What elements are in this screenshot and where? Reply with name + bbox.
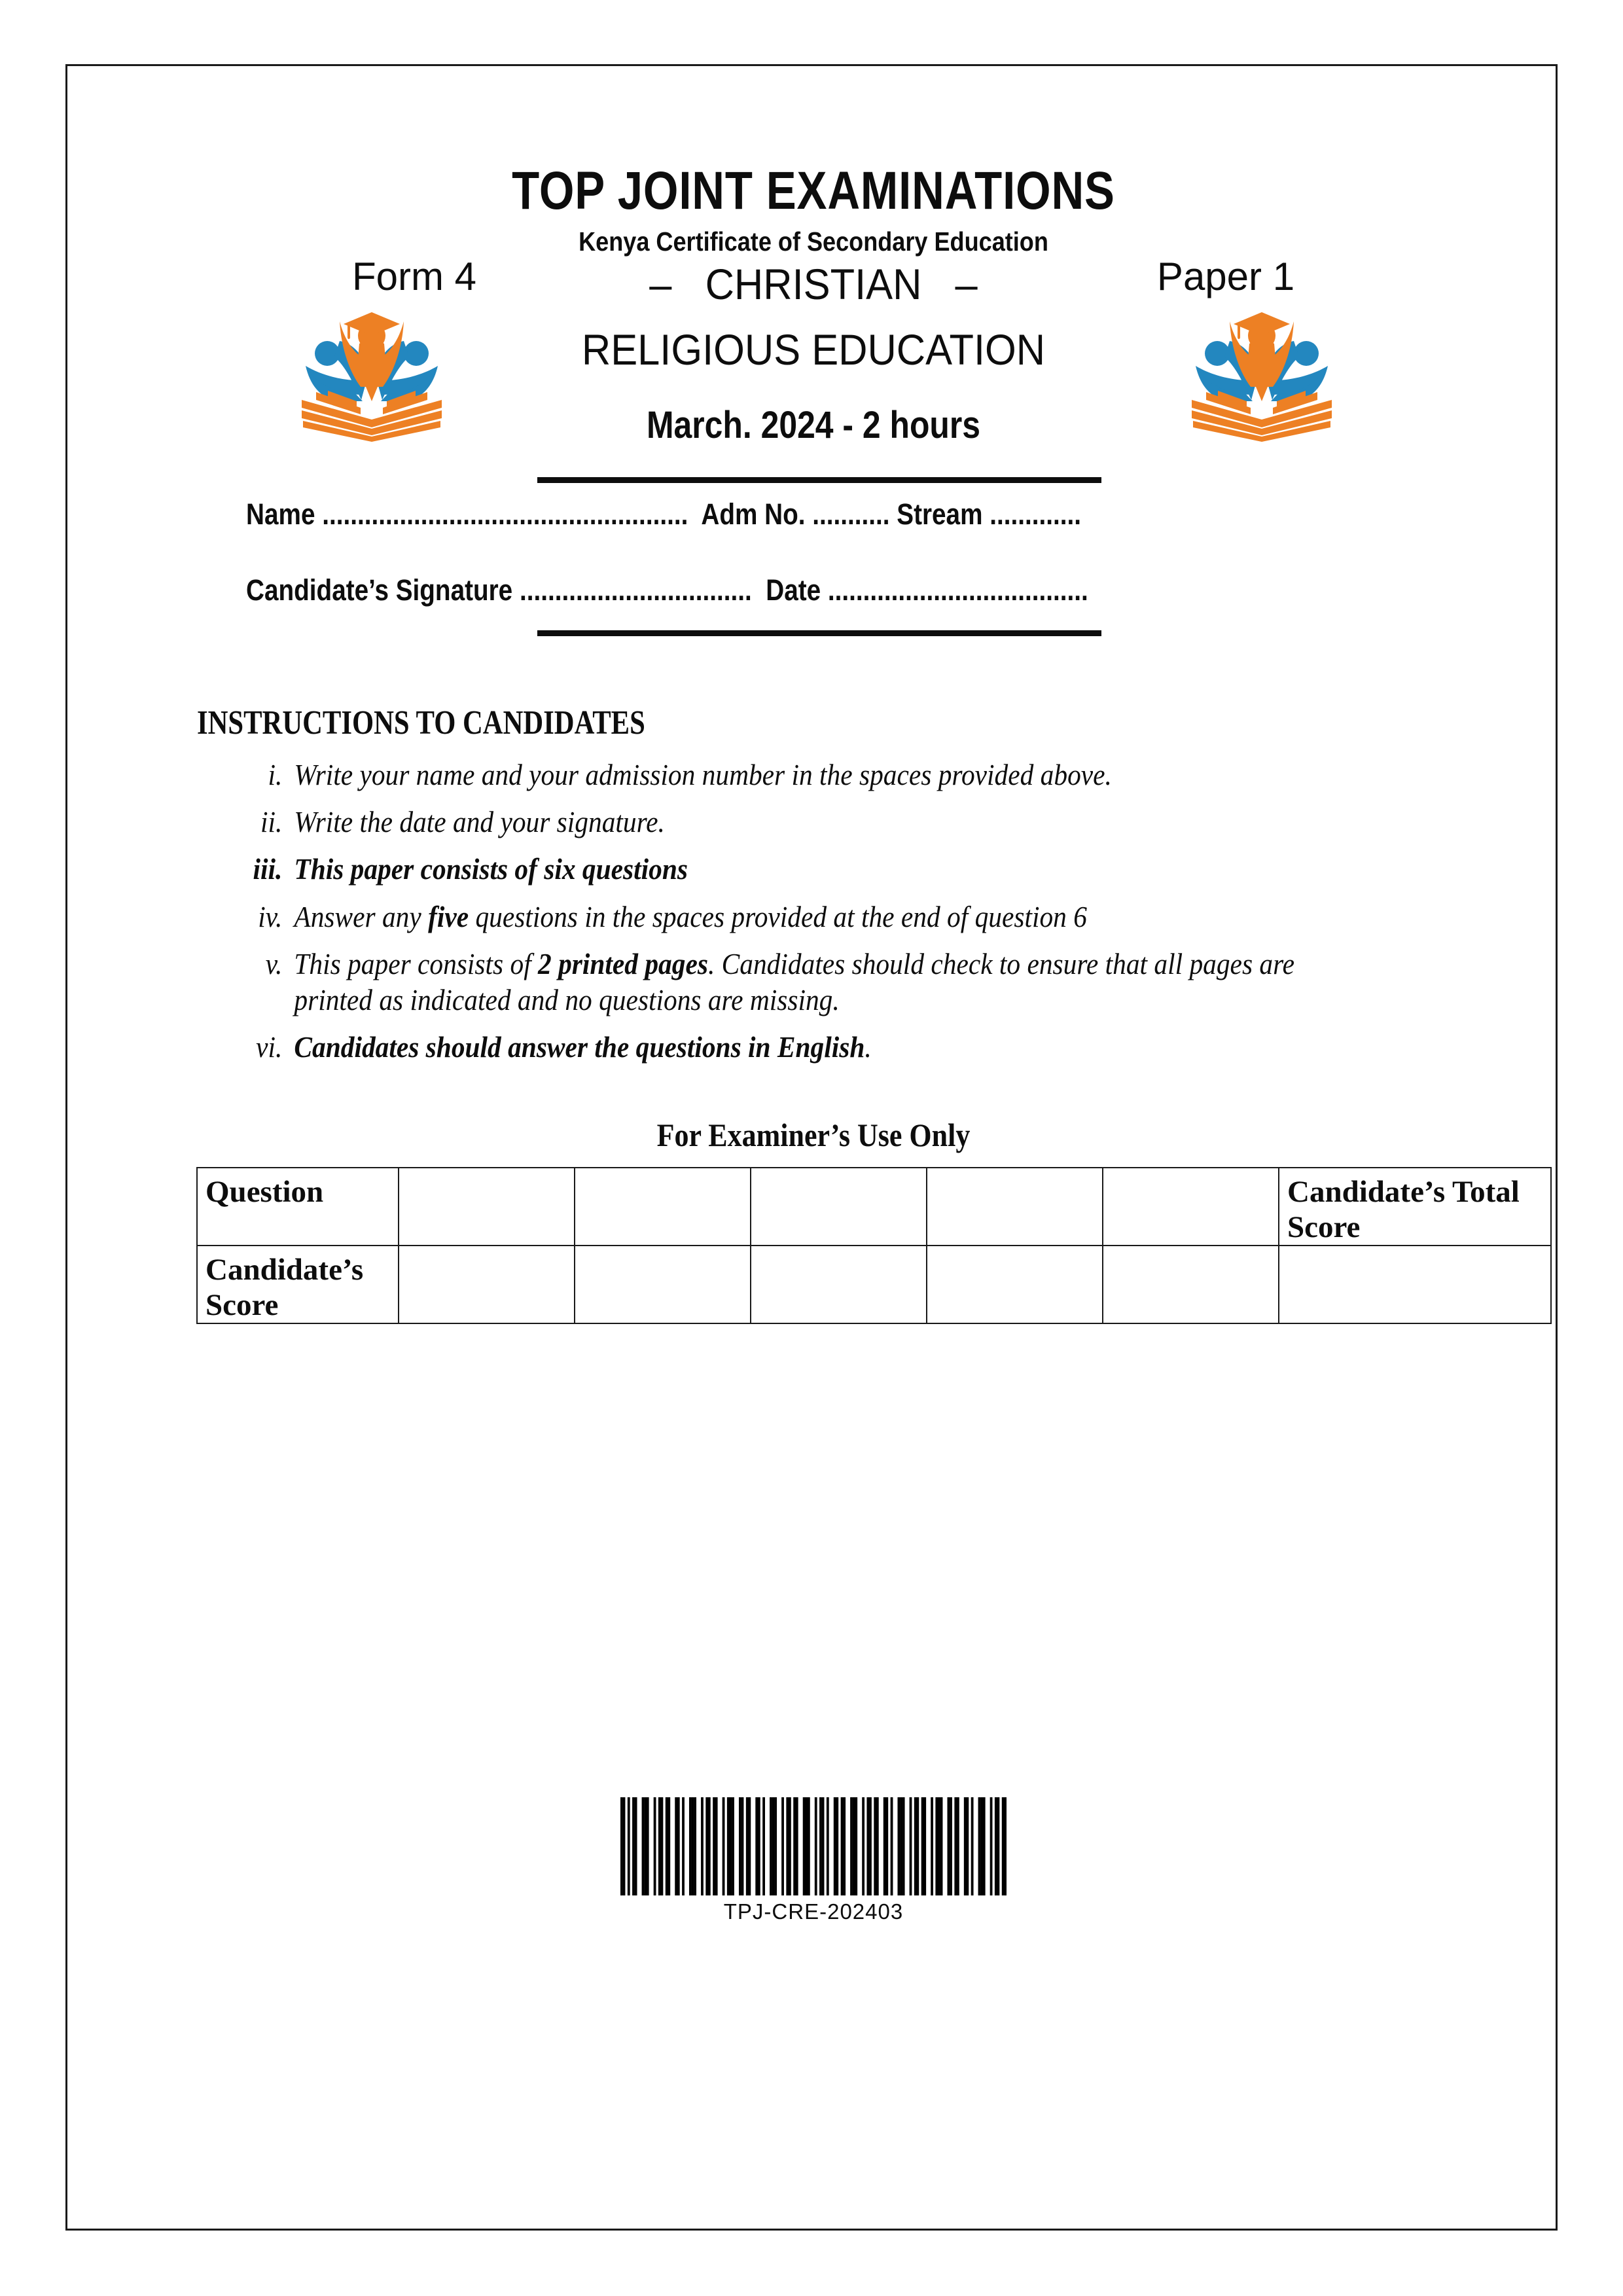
- exam-title: TOP JOINT EXAMINATIONS: [512, 161, 1115, 221]
- table-entry-cell[interactable]: [1103, 1168, 1279, 1246]
- table-header-cell: Candidate’s Score: [197, 1246, 399, 1323]
- table-entry-cell[interactable]: [399, 1246, 575, 1323]
- instruction-item-iii: [238, 851, 1357, 887]
- instruction-marker: vi.: [256, 1030, 283, 1064]
- table-row: [197, 1246, 1551, 1323]
- table-entry-cell[interactable]: [751, 1168, 927, 1246]
- paper-label: Paper 1: [1156, 255, 1295, 298]
- instruction-text-segment: six: [544, 852, 576, 886]
- exam-header: [67, 66, 1560, 694]
- instruction-item-v: [238, 946, 1357, 1018]
- instruction-text-segment: .: [865, 1030, 872, 1064]
- instruction-marker: i.: [268, 758, 283, 791]
- candidate-name-field-row[interactable]: Name .................................................... Adm No. ........... Stream .............: [246, 497, 1082, 531]
- instruction-item-i: [238, 757, 1357, 793]
- table-entry-cell[interactable]: [751, 1246, 927, 1323]
- examiner-section-heading: For Examiner’s Use Only: [656, 1117, 971, 1153]
- header-divider-top: [537, 477, 1101, 483]
- instruction-text-segment: This paper consists of: [294, 946, 539, 980]
- instruction-text-segment: . Candidates should check to ensure that all pages are printed as indicated and no questions are missing.: [294, 946, 1295, 1016]
- table-header-cell: Question: [197, 1168, 399, 1246]
- graduate-book-emblem-icon: [296, 303, 447, 444]
- barcode-block: [67, 1797, 1560, 1924]
- barcode-label: TPJ-CRE-202403: [723, 1899, 904, 1924]
- table-entry-cell[interactable]: [927, 1246, 1103, 1323]
- instruction-text-segment: 2 printed pages: [538, 946, 708, 980]
- instruction-text-segment: This paper consists of: [294, 852, 544, 886]
- instruction-marker: iii.: [253, 852, 283, 886]
- instruction-text-segment: Candidates should answer the questions in English: [294, 1030, 865, 1064]
- table-entry-cell[interactable]: [399, 1168, 575, 1246]
- table-header-cell: Candidate’s Total Score: [1279, 1168, 1551, 1246]
- graduate-book-emblem-icon: [1186, 303, 1337, 444]
- table-entry-cell[interactable]: [575, 1246, 751, 1323]
- instruction-marker: v.: [265, 946, 283, 980]
- exam-subtitle: Kenya Certificate of Secondary Education: [579, 226, 1048, 257]
- instruction-marker: iv.: [258, 899, 283, 933]
- instruction-item-iv: [238, 899, 1357, 935]
- instruction-text-segment: questions in the spaces provided at the end of question 6: [469, 899, 1087, 933]
- instructions-heading: INSTRUCTIONS TO CANDIDATES: [197, 704, 645, 742]
- exam-date: March. 2024 - 2 hours: [646, 404, 981, 446]
- instruction-text-segment: Write the date and your signature.: [294, 805, 665, 839]
- examiner-score-table: [196, 1167, 1552, 1324]
- table-row: [197, 1168, 1551, 1246]
- instruction-text-segment: Answer any: [294, 899, 429, 933]
- instruction-text-segment: questions: [575, 852, 688, 886]
- instruction-marker: ii.: [260, 805, 283, 839]
- table-entry-cell[interactable]: [1279, 1246, 1551, 1323]
- subject-line-1: – CHRISTIAN –: [649, 260, 978, 308]
- instruction-item-ii: [238, 804, 1357, 840]
- barcode-image: [620, 1797, 1007, 1895]
- instruction-text-segment: Write your name and your admission number in the spaces provided above.: [294, 758, 1112, 791]
- instruction-text-segment: five: [428, 899, 469, 933]
- form-label: Form 4: [351, 255, 477, 298]
- instructions-list: [238, 757, 1481, 1076]
- exam-page-sheet: [65, 64, 1558, 2231]
- table-entry-cell[interactable]: [927, 1168, 1103, 1246]
- header-divider-bottom: [537, 630, 1101, 636]
- candidate-signature-field-row[interactable]: Candidate’s Signature ................................. Date .....................................: [246, 573, 1088, 607]
- table-entry-cell[interactable]: [575, 1168, 751, 1246]
- table-entry-cell[interactable]: [1103, 1246, 1279, 1323]
- subject-line-2: RELIGIOUS EDUCATION: [581, 325, 1046, 374]
- instruction-item-vi: [238, 1029, 1357, 1065]
